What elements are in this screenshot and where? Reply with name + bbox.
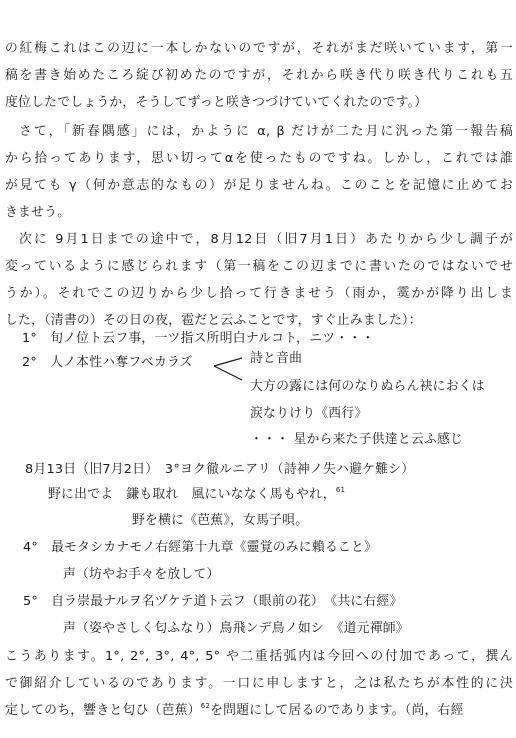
footnote-ref: 62	[200, 702, 211, 710]
numbered-item: 1° 旬ノ位ト云フ事，一ツ指ス所明白ナルコト，ニツ・・・	[22, 331, 375, 346]
text-line: 度位したでしょうか，そうしてずっと咲きつづけていてくれたのです。）	[5, 95, 428, 110]
voice-line: 声（姿やさしく匂ふなり）鳥飛ンデ鳥ノ如シ 《道元禪師》	[63, 621, 409, 636]
annotation-line: 大方の露には何のなりぬらん袂におくは	[250, 379, 485, 394]
numbered-item: 2° 人ノ本性ハ奪フベカラズ	[22, 355, 193, 370]
text-line: うか）。それでこの辺りから少し拾って行きませう（雨か，霙かが降り出しま	[5, 286, 513, 301]
dated-item: 8月13日（旧7月2日） 3°ヨク徹ルニアリ（詩神ノ失ハ避ケ難シ）	[25, 462, 415, 477]
text-line: から拾ってあります，思い切ってαを使ったものですね。しかし，これでは誰	[5, 151, 513, 166]
text-line: さて，「新春隅感」には，かように α, β だけが二た月に汎った第一報告稿	[19, 124, 513, 139]
poem-line: 野を横に《芭蕉》，女馬子唄。	[132, 513, 309, 528]
text-line: した，（清書の）その日の夜，雹だと云ふことです，すぐ止みました）：	[5, 313, 422, 328]
annotation-line: 涙なりけり《西行》	[250, 406, 368, 421]
text-line: 稿を書き始めたころ綻び初めたのですが，それから咲き代り咲き代りこれも五	[5, 68, 513, 83]
text-line: の紅梅これはこの辺に一本しかないのですが，それがまだ咲いています，第一	[5, 41, 513, 56]
numbered-item: 4° 最モタシカナモノ右經第十九章《靈覚のみに賴ること》	[23, 540, 378, 555]
text-line	[5, 702, 513, 720]
text-line: 次に 9月1日までの途中で，8月12日（旧7月1日）あたりから少し調子が	[19, 232, 513, 247]
footnote-ref: 61	[335, 486, 346, 494]
text-line: こうあります。1°, 2°, 3°, 4°, 5° や二重括弧内は今回への付加であって，撰ん	[5, 649, 513, 664]
text-segment: 定してのち，響きと匂ひ（芭蕉）	[5, 703, 201, 718]
text-segment: を問題にして居るのであります。（尚，右經	[210, 703, 464, 718]
text-line: 変っているように感じられます（第一稿をこの辺までに書いたのではないでせ	[5, 259, 513, 274]
poem-text: 野に出でよ 鎌も取れ 風にいななく馬もやれ，	[48, 487, 336, 502]
annotation-line: ・・・ 星から来た子供達と云ふ感じ	[250, 432, 464, 447]
bracket-connector	[212, 352, 252, 388]
text-line: が見ても γ（何か意志的なもの）が足りませんね。このことを記憶に止めてお	[5, 178, 513, 193]
text-line: で御紹介しているのであります。一口に申しますと，之は私たちが本性的に決	[5, 676, 513, 691]
poem-line	[48, 486, 345, 504]
annotation-line: 詩と音曲	[250, 351, 303, 366]
text-line: きませう。	[5, 205, 71, 220]
voice-line: 声（坊やお手々を放して）	[63, 567, 220, 582]
numbered-item: 5° 自ラ崇最ナルヲ名ヅケテ道ト云フ（眼前の花） 《共に右經》	[23, 594, 403, 609]
